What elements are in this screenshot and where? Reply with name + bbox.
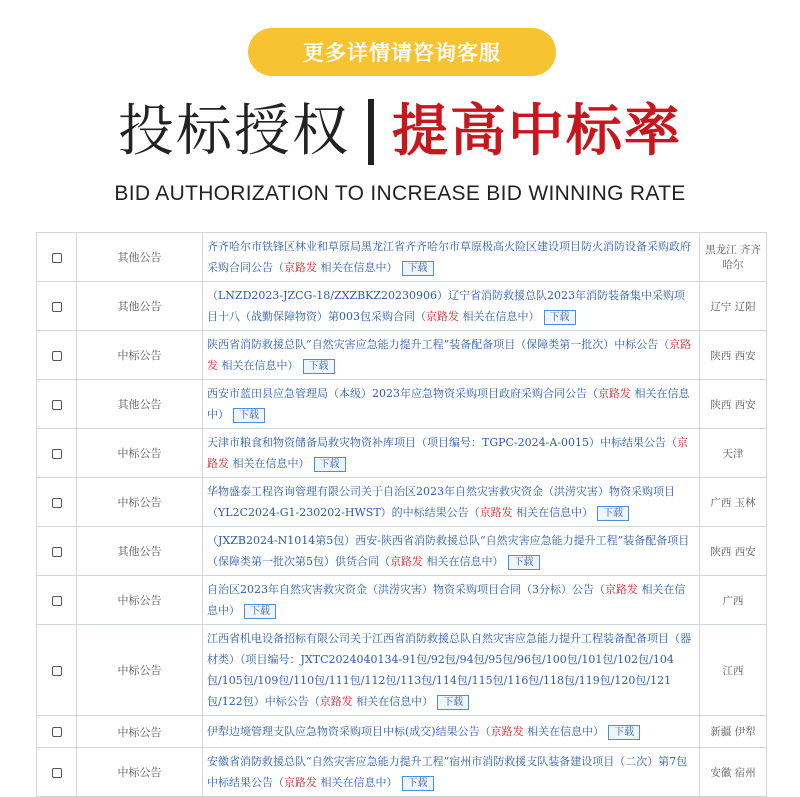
- notice-title-suffix: 相关在信息中）: [523, 725, 605, 738]
- notice-source: 京路发: [390, 555, 423, 568]
- subtitle: BID AUTHORIZATION TO INCREASE BID WINNING RATE: [114, 182, 686, 205]
- notice-region: 黑龙江 齐齐哈尔: [700, 233, 767, 282]
- row-checkbox[interactable]: [52, 253, 62, 263]
- headline-left: 投标授权: [118, 99, 350, 164]
- notice-title-suffix: 相关在信息中）: [459, 310, 540, 323]
- notice-title-text[interactable]: 天津市粮食和物资储备局救灾物资补库项目（项目编号：TGPC-2024-A-0015）中标结果公告（: [207, 436, 678, 449]
- notice-table: [36, 232, 767, 797]
- notice-source: 京路发: [284, 261, 317, 274]
- notice-region: 天津: [700, 429, 767, 478]
- notice-title-text[interactable]: （JXZB2024-N1014第5包）西安-陕西省消防救援总队“自然灾害应急能力提升工程”装备配备项目（保障类第一批次第5包）供货合同（: [207, 534, 690, 568]
- download-button[interactable]: 下载: [314, 457, 346, 472]
- table-row: [37, 716, 767, 748]
- download-button[interactable]: 下载: [437, 695, 469, 710]
- notice-title[interactable]: [203, 576, 700, 625]
- table-row: [37, 380, 767, 429]
- notice-title-text[interactable]: 安徽省消防救援总队“自然灾害应急能力提升工程”宿州市消防救援支队装备建设项目（二次）第7包中标结果公告（: [207, 755, 688, 789]
- download-button[interactable]: 下载: [233, 408, 265, 423]
- notice-source: 京路发: [207, 338, 692, 372]
- download-button[interactable]: 下载: [402, 261, 434, 276]
- notice-region: 陕西 西安: [700, 527, 767, 576]
- headline-divider: [368, 99, 374, 165]
- row-checkbox[interactable]: [52, 547, 62, 557]
- notice-title[interactable]: [203, 282, 700, 331]
- notice-type: 中标公告: [77, 625, 203, 716]
- notice-title-text[interactable]: 自治区2023年自然灾害救灾资金（洪涝灾害）物资采购项目合同（3分标）公告（: [207, 583, 605, 596]
- notice-title-suffix: 相关在信息中）: [229, 457, 310, 470]
- notice-type: 其他公告: [77, 380, 203, 429]
- row-checkbox[interactable]: [52, 727, 62, 737]
- table-row: [37, 527, 767, 576]
- notice-title[interactable]: [203, 429, 700, 478]
- notice-type: 中标公告: [77, 478, 203, 527]
- row-checkbox[interactable]: [52, 768, 62, 778]
- row-checkbox-cell: [37, 748, 77, 797]
- notice-source: 京路发: [490, 725, 524, 738]
- notice-region: 广西: [700, 576, 767, 625]
- notice-source: 京路发: [284, 776, 317, 789]
- notice-title[interactable]: [203, 625, 700, 716]
- notice-title-suffix: 相关在信息中）: [512, 506, 594, 519]
- table-row: [37, 576, 767, 625]
- notice-source: 京路发: [319, 695, 353, 708]
- notice-title[interactable]: [203, 527, 700, 576]
- row-checkbox-cell: [37, 478, 77, 527]
- notice-region: 新疆 伊犁: [700, 716, 767, 748]
- download-button[interactable]: 下载: [544, 310, 576, 325]
- download-button[interactable]: 下载: [244, 604, 276, 619]
- notice-title[interactable]: [203, 380, 700, 429]
- row-checkbox[interactable]: [52, 498, 62, 508]
- notice-title-text[interactable]: 齐齐哈尔市铁锋区林业和草原局黑龙江省齐齐哈尔市草原极高火险区建设项目防火消防设备采购政府采购合同公告（: [207, 240, 691, 274]
- notice-source: 京路发: [598, 387, 631, 400]
- notice-title[interactable]: [203, 331, 700, 380]
- notice-title[interactable]: [203, 233, 700, 282]
- notice-type: 中标公告: [77, 716, 203, 748]
- row-checkbox-cell: [37, 380, 77, 429]
- notice-title-suffix: 相关在信息中）: [352, 695, 434, 708]
- notice-title-text[interactable]: （LNZD2023-JZCG-18/ZXZBKZ20230906）辽宁省消防救援总队2023年消防装备集中采购项目十八（战勤保障物资）第003包采购合同（: [207, 289, 686, 323]
- table-row: [37, 748, 767, 797]
- row-checkbox[interactable]: [52, 666, 62, 676]
- table-row: [37, 233, 767, 282]
- row-checkbox[interactable]: [52, 400, 62, 410]
- headline-right: 提高中标率: [392, 99, 682, 164]
- notice-source: 京路发: [605, 583, 638, 596]
- download-button[interactable]: 下载: [608, 725, 640, 740]
- download-button[interactable]: 下载: [303, 359, 335, 374]
- notice-type: 其他公告: [77, 527, 203, 576]
- notice-type: 中标公告: [77, 748, 203, 797]
- notice-title-text[interactable]: 陕西省消防救援总队“自然灾害应急能力提升工程”装备配备项目（保障类第一批次）中标公告（: [207, 338, 670, 351]
- headline: [0, 92, 800, 172]
- download-button[interactable]: 下载: [508, 555, 540, 570]
- notice-region: 陕西 西安: [700, 331, 767, 380]
- notice-type: 其他公告: [77, 282, 203, 331]
- table-row: [37, 331, 767, 380]
- notice-title[interactable]: [203, 748, 700, 797]
- consult-service-banner[interactable]: 更多详情请咨询客服: [248, 28, 556, 76]
- notice-type: 中标公告: [77, 429, 203, 478]
- row-checkbox-cell: [37, 429, 77, 478]
- notice-region: 陕西 西安: [700, 380, 767, 429]
- table-row: [37, 429, 767, 478]
- notice-title-text[interactable]: 伊犁边境管理支队应急物资采购项目中标(成交)结果公告（: [207, 725, 491, 738]
- notice-region: 江西: [700, 625, 767, 716]
- notice-region: 广西 玉林: [700, 478, 767, 527]
- notice-title-text[interactable]: 西安市蓝田县应急管理局（本级）2023年应急物资采购项目政府采购合同公告（: [207, 387, 598, 400]
- table-row: [37, 625, 767, 716]
- notice-title-suffix: 相关在信息中）: [218, 359, 299, 372]
- row-checkbox-cell: [37, 282, 77, 331]
- notice-title[interactable]: [203, 478, 700, 527]
- notice-title-text[interactable]: 华物盛泰工程咨询管理有限公司关于自治区2023年自然灾害救灾资金（洪涝灾害）物资采购项目（YL2C2024-G1-230202-HWST）的中标结果公告（: [207, 485, 675, 519]
- notice-source: 京路发: [426, 310, 459, 323]
- row-checkbox-cell: [37, 716, 77, 748]
- notice-title-text[interactable]: 江西省机电设备招标有限公司关于江西省消防救援总队自然灾害应急能力提升工程装备配备项目（器材类）（项目编号：JXTC2024040134-91包/92包/94包/95包/96包/100包/101包/102包/104包/105包/109包/110包/111包/112包/113包/114包/115包/116包/118包/119包/120包/121包/122包）中标公告（: [207, 632, 691, 708]
- notice-title-suffix: 相关在信息中）: [317, 776, 398, 789]
- row-checkbox-cell: [37, 527, 77, 576]
- notice-title-suffix: 相关在信息中）: [423, 555, 504, 568]
- notice-title-suffix: 相关在信息中）: [207, 387, 690, 421]
- row-checkbox[interactable]: [52, 351, 62, 361]
- download-button[interactable]: 下载: [597, 506, 629, 521]
- notice-type: 中标公告: [77, 331, 203, 380]
- row-checkbox[interactable]: [52, 449, 62, 459]
- notice-title-suffix: 相关在信息中）: [207, 583, 686, 617]
- notice-region: 安徽 宿州: [700, 748, 767, 797]
- notice-title[interactable]: [203, 716, 700, 748]
- row-checkbox-cell: [37, 331, 77, 380]
- notice-type: 中标公告: [77, 576, 203, 625]
- row-checkbox[interactable]: [52, 302, 62, 312]
- row-checkbox-cell: [37, 625, 77, 716]
- row-checkbox-cell: [37, 233, 77, 282]
- row-checkbox[interactable]: [52, 596, 62, 606]
- notice-source: 京路发: [479, 506, 513, 519]
- notice-source: 京路发: [207, 436, 689, 470]
- download-button[interactable]: 下载: [402, 776, 434, 791]
- notice-type: 其他公告: [77, 233, 203, 282]
- row-checkbox-cell: [37, 576, 77, 625]
- table-row: [37, 478, 767, 527]
- table-row: [37, 282, 767, 331]
- notice-region: 辽宁 辽阳: [700, 282, 767, 331]
- notice-title-suffix: 相关在信息中）: [317, 261, 398, 274]
